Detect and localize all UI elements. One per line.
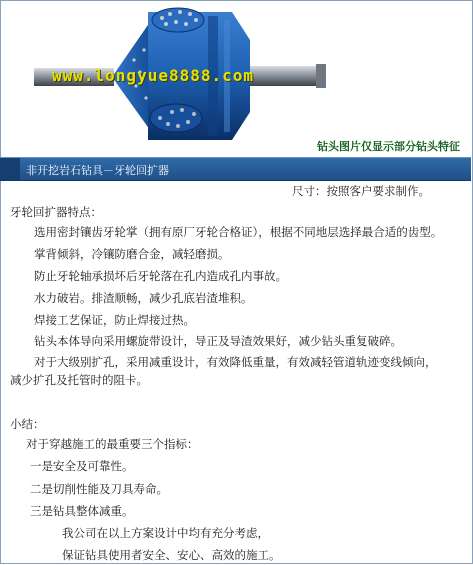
feature-item: 水力破岩。排渣顺畅，减少孔底岩渣堆积。 [34,291,253,305]
summary-point: 三是钻具整体减重。 [30,504,134,518]
summary-point: 二是切削性能及刀具寿命。 [30,482,168,496]
right-shaft [250,66,324,86]
summary-intro: 对于穿越施工的最重要三个指标： [26,437,199,451]
size-line: 尺寸：按照客户要求制作。 [292,184,430,198]
closing-line: 我公司在以上方案设计中均有充分考虑， [62,526,269,540]
section-header-tab [0,158,20,180]
shaft-end [316,64,326,88]
product-photo [0,0,470,160]
section-title: 非开挖岩石钻具－牙轮回扩器 [26,164,169,177]
closing-line: 保证钻具使用者安全、安心、高效的施工。 [62,548,281,562]
section-header-bar [0,157,471,181]
summary-point: 一是安全及可靠性。 [30,459,134,473]
feature-item: 掌背倾斜，冷镶防磨合金，减轻磨损。 [34,247,230,261]
feature-item: 对于大级别扩孔，采用减重设计，有效降低重量，有效减轻管道轨迹变线倾向， [34,355,437,369]
features-heading: 牙轮回扩器特点： [10,205,102,219]
feature-item: 焊接工艺保证，防止焊接过热。 [34,313,195,327]
feature-item: 钻头本体导向采用螺旋带设计，导正及导渣效果好，减少钻头重复破碎。 [34,334,402,348]
feature-item-continued: 减少扩孔及托管时的阻卡。 [10,373,148,387]
summary-heading: 小结： [10,417,45,431]
feature-item: 防止牙轮轴承损坏后牙轮落在孔内造成孔内事故。 [34,269,287,283]
feature-item: 选用密封镶齿牙轮掌（拥有原厂牙轮合格证），根据不同地层选择最合适的齿型。 [34,225,443,239]
cutter-bottom [150,104,202,132]
watermark-url: www.longyue8888.com [52,66,255,85]
photo-caption: 钻头图片仅显示部分钻头特征 [317,140,460,153]
